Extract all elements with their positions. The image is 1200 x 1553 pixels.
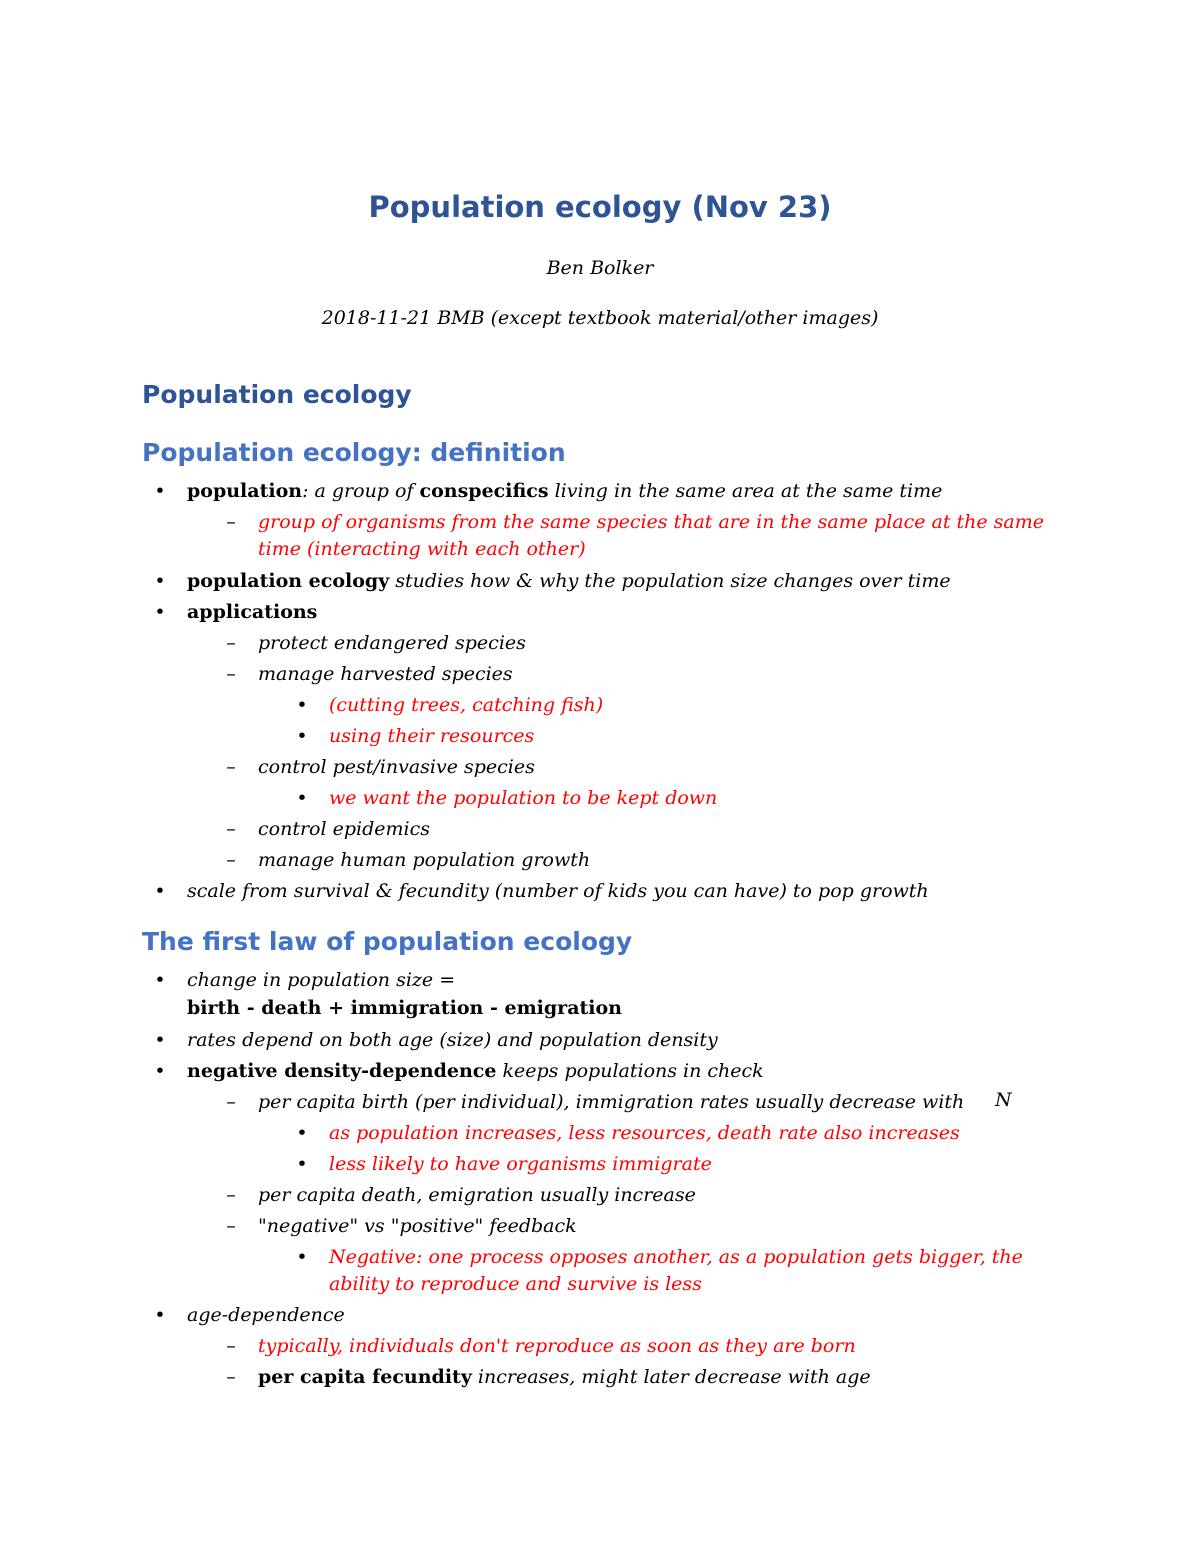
list-item [226,1182,696,1209]
note-text: we want the population to be kept down [329,787,718,809]
list-item [226,630,526,657]
bullet-icon: • [296,787,308,809]
note-text: less likely to have organisms immigrate [329,1153,712,1175]
text: rates depend on both age (size) and population density [187,1029,718,1051]
bullet-icon: • [154,1304,166,1326]
note-text: group of organisms from the same species that are in the same place at the same time (interacting with each other) [258,511,1045,560]
text: : a group of [302,480,420,502]
list-item [226,816,430,843]
bullet-icon: • [296,1122,308,1144]
text: per capita birth (per individual), immigration rates usually decrease with [258,1091,965,1113]
bullet-icon: • [154,480,166,502]
text: "negative" vs "positive" feedback [258,1215,577,1237]
term: conspecifics [419,480,549,502]
dash-icon: – [226,663,236,685]
text: protect endangered species [258,632,526,654]
dash-icon: – [226,1335,236,1357]
list-item-negative-density [154,1058,764,1085]
list-item [226,661,513,688]
dash-icon: – [226,632,236,654]
dash-icon: – [226,1366,236,1388]
equation-line [187,995,622,1022]
subheading-first-law: The first law of population ecology [142,927,633,956]
term: population [187,480,303,502]
text: keeps populations in check [496,1060,764,1082]
document-title: Population ecology (Nov 23) [368,190,832,224]
list-item [226,1213,577,1240]
bullet-icon: • [154,1060,166,1082]
note-text: Negative: one process opposes another, as a population gets bigger, the ability to reproduce and survive is less [329,1246,1023,1295]
note-item [296,785,718,812]
list-item-scale [154,878,929,905]
bullet-icon: • [154,1029,166,1051]
text: living in the same area at the same time [548,480,943,502]
text: studies how & why the population size changes over time [389,570,951,592]
text: increases, might later decrease with age [471,1366,871,1388]
list-item-rates [154,1027,718,1054]
bullet-icon: • [296,1246,308,1268]
text: per capita death, emigration usually increase [258,1184,696,1206]
subheading-definition: Population ecology: definition [142,438,566,467]
note-text: as population increases, less resources, death rate also increases [329,1122,960,1144]
term: per capita fecundity [258,1366,472,1388]
note-text: (cutting trees, catching fish) [329,694,604,716]
text: change in population size = [187,969,456,991]
dash-icon: – [226,849,236,871]
author-line: Ben Bolker [546,257,654,279]
note-item [296,1151,712,1178]
list-item [226,847,591,874]
date-line: 2018-11-21 BMB (except textbook material/other images) [321,307,879,329]
list-item-age [154,1302,345,1329]
dash-icon: – [226,511,236,533]
text: manage harvested species [258,663,513,685]
dash-icon: – [226,1091,236,1113]
dash-icon: – [226,1184,236,1206]
term: negative density-dependence [187,1060,497,1082]
note-item [226,1333,856,1360]
bullet-icon: • [296,694,308,716]
text: manage human population growth [258,849,591,871]
dash-icon: – [226,756,236,778]
section-heading-population-ecology: Population ecology [142,380,412,409]
dash-icon: – [226,1215,236,1237]
bullet-icon: • [154,601,166,623]
list-item [226,754,535,781]
list-item [226,1089,965,1116]
text: control epidemics [258,818,430,840]
list-item-applications [154,599,318,626]
note-item [296,723,535,750]
bullet-icon: • [154,969,166,991]
bullet-icon: • [296,725,308,747]
bullet-icon: • [296,1153,308,1175]
note-item [296,692,604,719]
bullet-icon: • [154,880,166,902]
term: population ecology [187,570,390,592]
list-item-fecundity [226,1364,871,1391]
equation: birth - death + immigration - emigration [187,997,622,1019]
note-item [296,1244,1049,1298]
list-item-population [154,478,943,505]
note-item [226,509,1048,563]
text: scale from survival & fecundity (number of kids you can have) to pop growth [187,880,929,902]
list-item-change [154,967,456,994]
n-symbol: N [995,1089,1012,1111]
note-text: using their resources [329,725,535,747]
dash-icon: – [226,818,236,840]
term: applications [187,601,318,623]
note-item [296,1120,960,1147]
text: control pest/invasive species [258,756,535,778]
note-text: typically, individuals don't reproduce as soon as they are born [258,1335,856,1357]
bullet-icon: • [154,570,166,592]
text: age-dependence [187,1304,345,1326]
list-item-population-ecology [154,568,951,595]
